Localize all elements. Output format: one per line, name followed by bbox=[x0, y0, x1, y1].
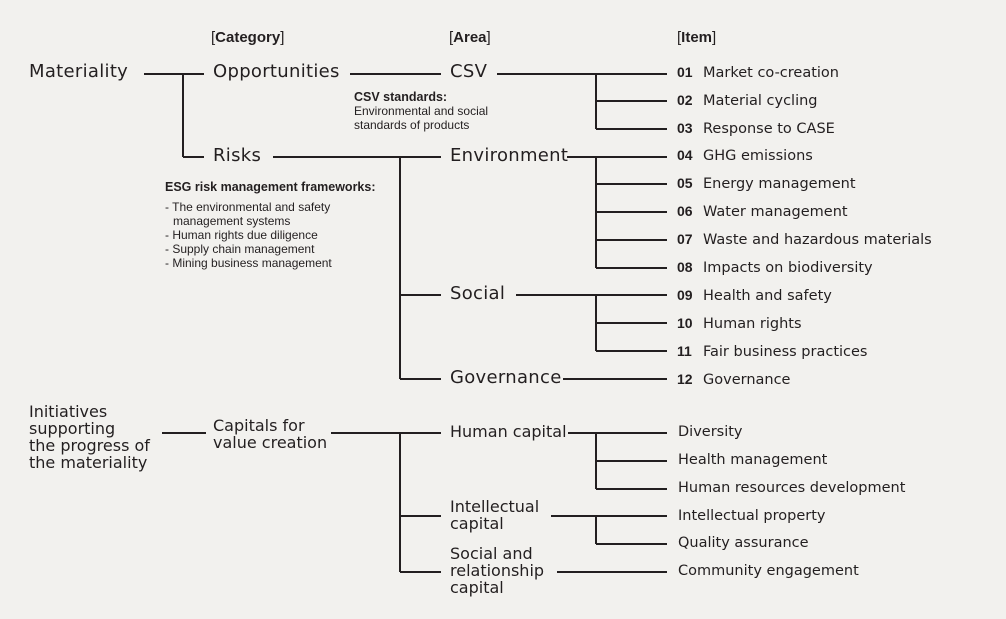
csv-standards-note: CSV standards: Environmental and social standards of products bbox=[354, 90, 489, 132]
area-governance: Governance bbox=[450, 367, 562, 388]
materiality-node: Materiality bbox=[29, 61, 129, 82]
item-04: 04 GHG emissions bbox=[677, 147, 813, 164]
area-social: Social bbox=[450, 283, 506, 304]
item-10: 10 Human rights bbox=[677, 315, 802, 332]
capital-item-intellectual-property: Intellectual property bbox=[678, 508, 826, 524]
item-11: 11 Fair business practices bbox=[677, 343, 868, 360]
area-intellectual-capital: Intellectual capital bbox=[450, 497, 540, 533]
header-area: [Area] bbox=[449, 29, 491, 46]
area-social-relationship-capital: Social and relationship capital bbox=[450, 544, 545, 597]
item-12: 12 Governance bbox=[677, 371, 791, 388]
area-environment: Environment bbox=[450, 145, 569, 166]
capital-item-quality-assurance: Quality assurance bbox=[678, 535, 809, 551]
item-05: 05 Energy management bbox=[677, 175, 856, 192]
capital-item-community-engagement: Community engagement bbox=[678, 563, 859, 579]
initiatives-node: Initiatives supporting the progress of the materiality bbox=[29, 402, 150, 472]
capital-item-hr-development: Human resources development bbox=[678, 480, 906, 496]
capital-item-health-management: Health management bbox=[678, 452, 828, 468]
item-09: 09 Health and safety bbox=[677, 287, 832, 304]
item-07: 07 Waste and hazardous materials bbox=[677, 231, 932, 248]
capital-item-diversity: Diversity bbox=[678, 424, 743, 440]
header-category: [Category] bbox=[211, 29, 285, 46]
area-csv: CSV bbox=[450, 61, 488, 82]
item-06: 06 Water management bbox=[677, 203, 848, 220]
capitals-node: Capitals for value creation bbox=[213, 416, 328, 452]
category-opportunities: Opportunities bbox=[213, 61, 340, 82]
item-03: 03 Response to CASE bbox=[677, 120, 835, 137]
area-human-capital: Human capital bbox=[450, 422, 567, 441]
item-08: 08 Impacts on biodiversity bbox=[677, 259, 873, 276]
item-02: 02 Material cycling bbox=[677, 92, 818, 109]
category-risks: Risks bbox=[213, 145, 262, 166]
esg-frameworks-note: ESG risk management frameworks: - The environmental and safety management systems - Human rights due diligence - Supply chain management - Mining business management bbox=[165, 180, 376, 270]
header-item: [Item] bbox=[677, 29, 717, 46]
item-01: 01 Market co-creation bbox=[677, 64, 839, 81]
